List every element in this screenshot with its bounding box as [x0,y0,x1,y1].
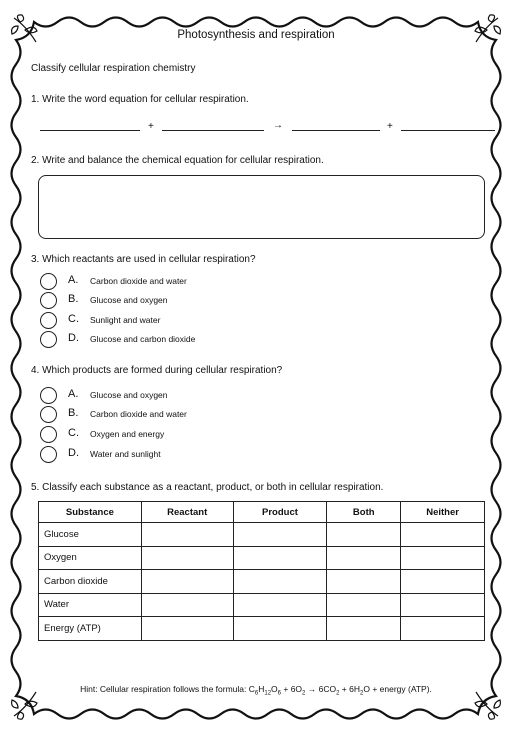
column-header: Product [233,502,327,523]
answer-cell[interactable] [141,617,233,641]
radio-circle-icon[interactable] [40,426,57,443]
question-2: 2. Write and balance the chemical equation for cellular respiration. [31,155,324,166]
answer-cell[interactable] [141,570,233,594]
worksheet-subtitle: Classify cellular respiration chemistry [31,63,196,74]
classification-table [38,501,485,641]
answer-cell[interactable] [327,570,401,594]
answer-cell[interactable] [327,523,401,547]
answer-cell[interactable] [401,593,485,617]
substance-cell: Glucose [39,523,142,547]
table-row [39,546,485,570]
column-header: Substance [39,502,142,523]
radio-circle-icon[interactable] [40,387,57,404]
answer-cell[interactable] [233,617,327,641]
radio-circle-icon[interactable] [40,292,57,309]
word-equation-blank-3[interactable] [292,130,380,131]
substance-cell: Carbon dioxide [39,570,142,594]
answer-cell[interactable] [327,546,401,570]
radio-circle-icon[interactable] [40,331,57,348]
hint-formula: $C_6H_{12}O_6 + 6O_2 \to 6CO_2 + 6H_2O$ + energy (ATP). [248,684,432,697]
radio-circle-icon[interactable] [40,312,57,329]
table-row [39,523,485,547]
table-row [39,593,485,617]
answer-cell[interactable] [233,593,327,617]
answer-cell[interactable] [141,593,233,617]
hint-prefix: Hint: Cellular respiration follows the formula: [80,684,249,694]
radio-circle-icon[interactable] [40,446,57,463]
answer-cell[interactable] [401,523,485,547]
word-equation-blank-2[interactable] [162,130,264,131]
page-title: Photosynthesis and respiration [177,29,335,41]
table-header-row [39,502,485,523]
answer-cell[interactable] [401,546,485,570]
answer-cell[interactable] [327,617,401,641]
word-equation-blank-1[interactable] [40,130,140,131]
word-equation-blank-4[interactable] [401,130,495,131]
answer-cell[interactable] [401,617,485,641]
table-row [39,617,485,641]
question-3: 3. Which reactants are used in cellular respiration? [31,254,256,265]
arrow-sign: → [273,120,283,131]
answer-cell[interactable] [401,570,485,594]
question-1: 1. Write the word equation for cellular respiration. [31,94,249,105]
plus-sign: + [387,121,393,132]
substance-cell: Oxygen [39,546,142,570]
question-4: 4. Which products are formed during cellular respiration? [31,365,283,376]
table-row [39,570,485,594]
plus-sign: + [148,121,154,132]
substance-cell: Water [39,593,142,617]
radio-circle-icon[interactable] [40,273,57,290]
hint-text [0,684,512,697]
answer-cell[interactable] [141,523,233,547]
chemical-equation-answer-box[interactable] [38,175,485,239]
answer-cell[interactable] [233,570,327,594]
substance-cell: Energy (ATP) [39,617,142,641]
column-header: Both [327,502,401,523]
answer-cell[interactable] [233,546,327,570]
answer-cell[interactable] [141,546,233,570]
answer-cell[interactable] [233,523,327,547]
question-5: 5. Classify each substance as a reactant, product, or both in cellular respiration. [31,482,384,493]
answer-cell[interactable] [327,593,401,617]
column-header: Neither [401,502,485,523]
radio-circle-icon[interactable] [40,406,57,423]
column-header: Reactant [141,502,233,523]
